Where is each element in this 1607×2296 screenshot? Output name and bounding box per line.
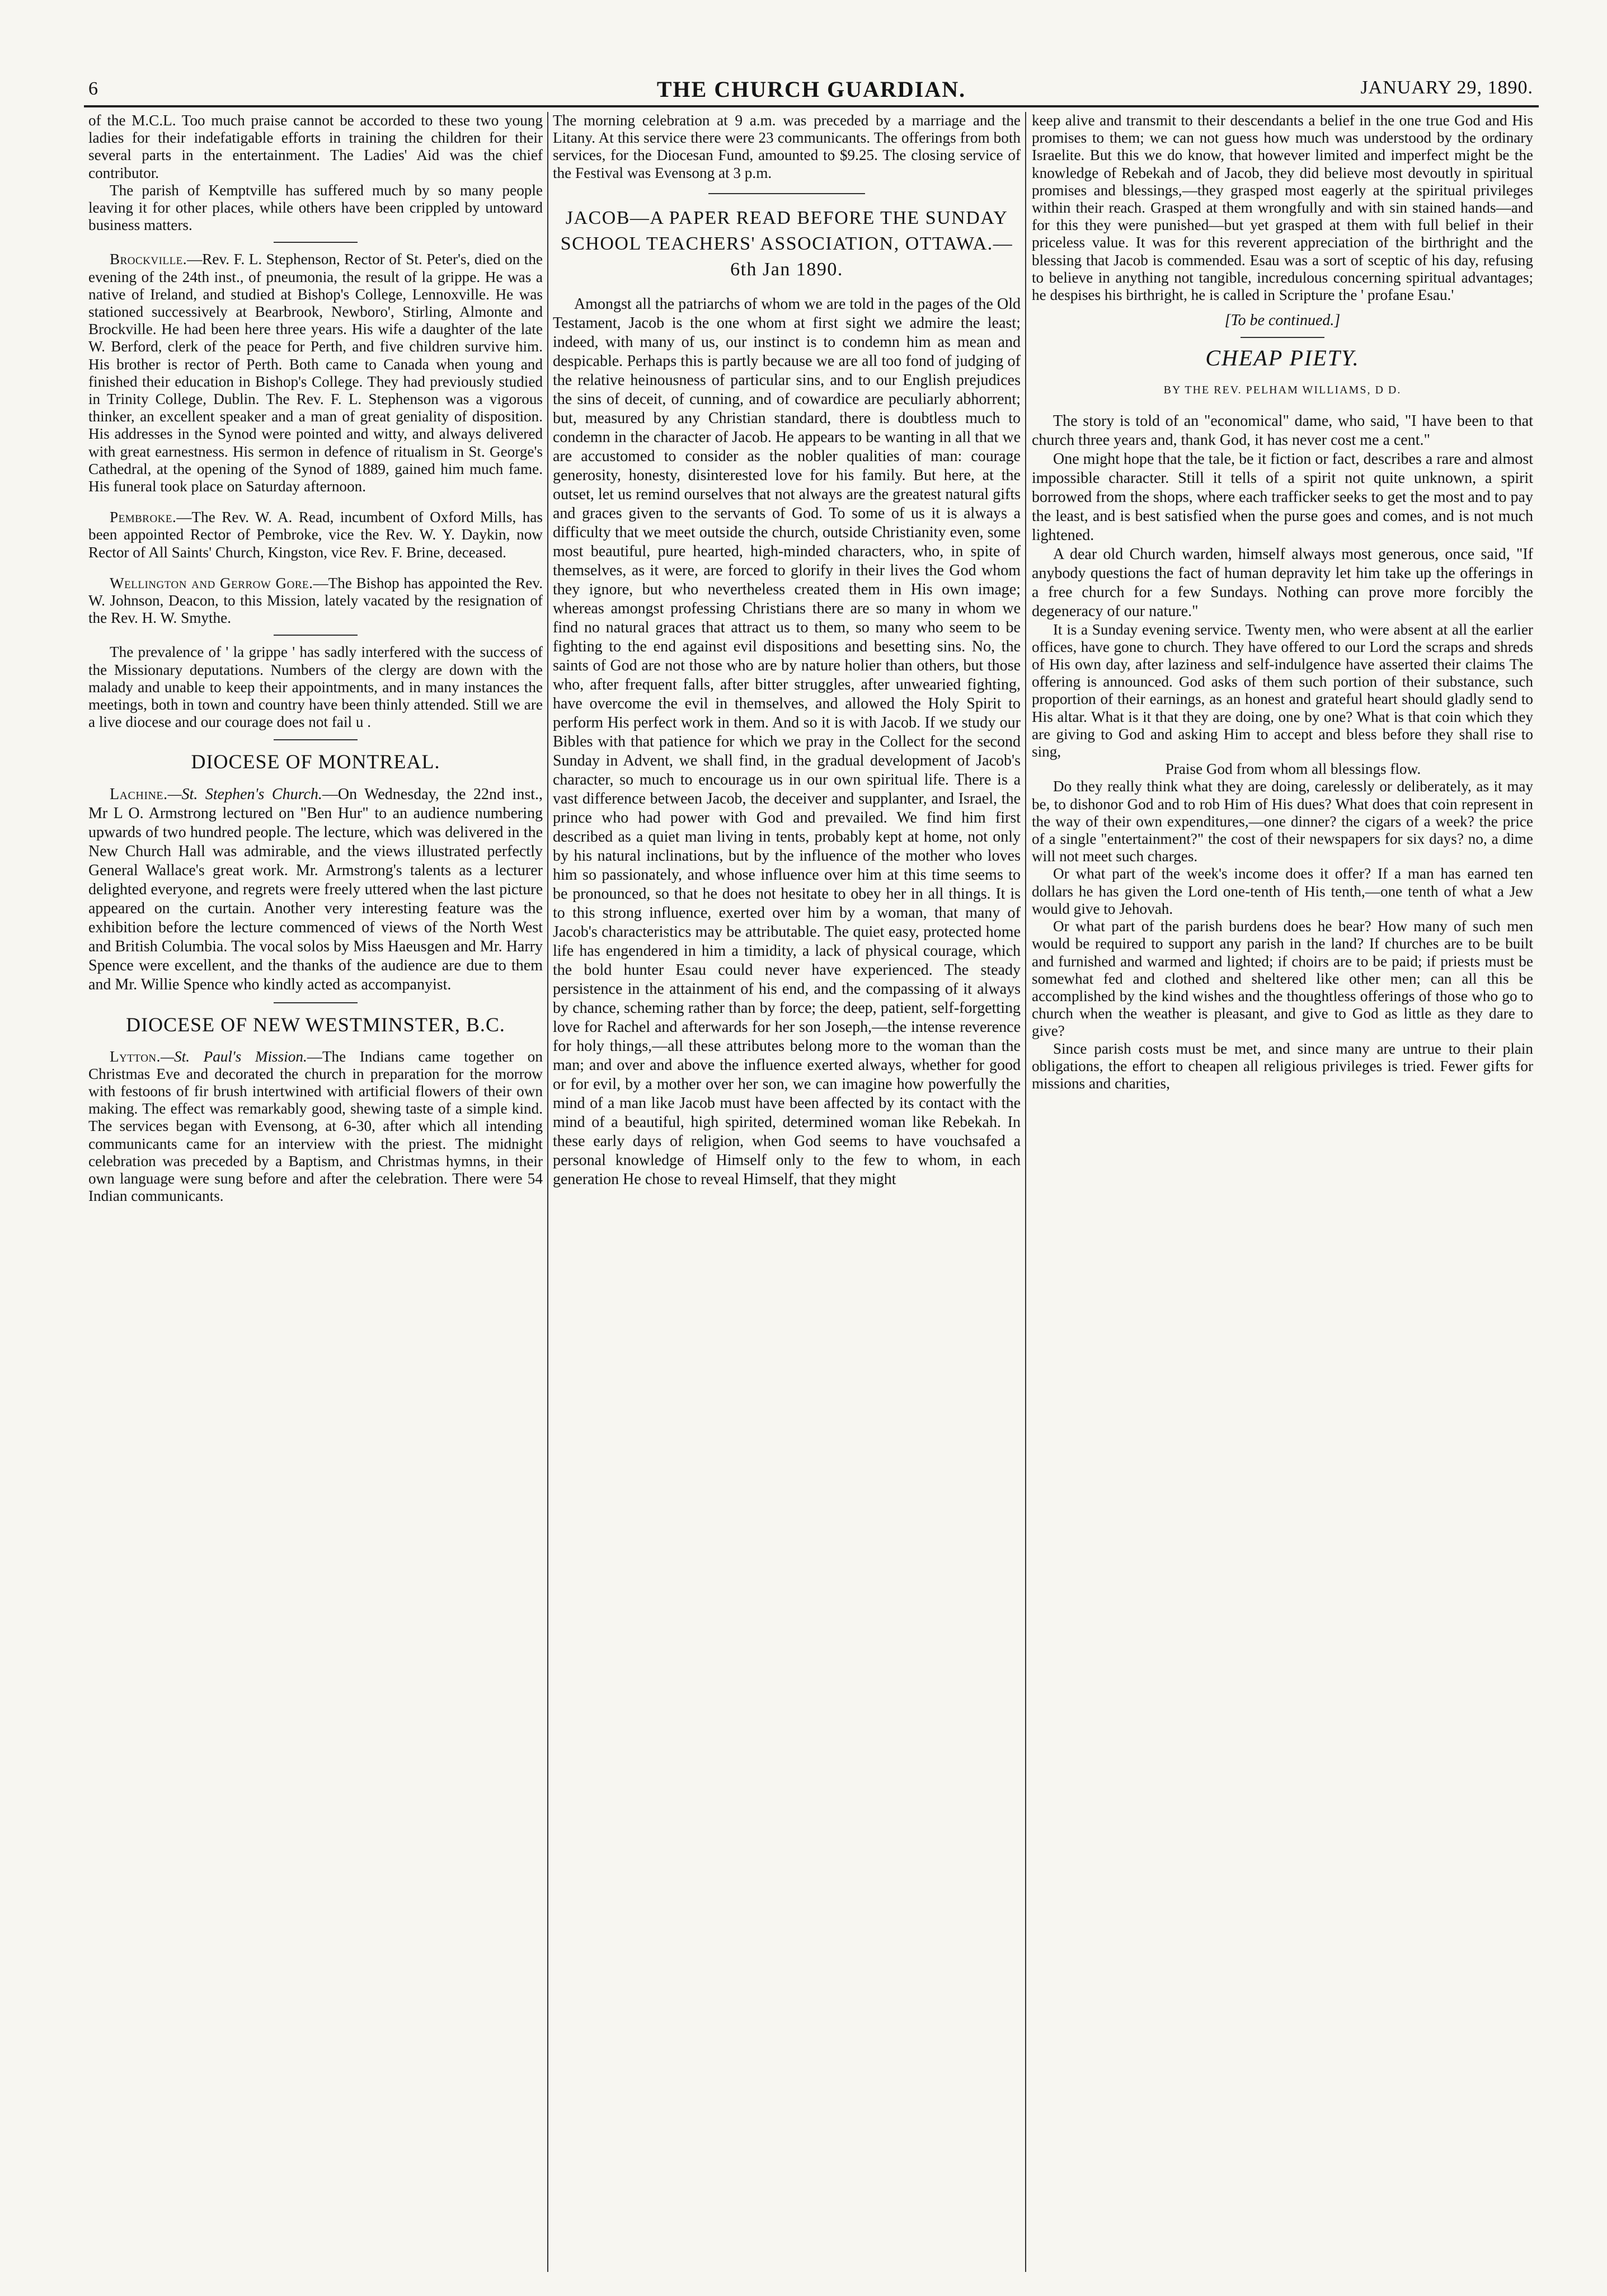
paragraph-text: —The Rev. W. A. Read, incumbent of Oxford Mills, has been appointed Rector of Pembroke, vice the Rev. W. Y. Daykin, now Rector of All Saints' Church, Kingston, vice Rev. F. Brine, deceased. [88,509,543,561]
header-rule [84,105,1539,107]
paragraph [88,251,543,495]
paragraph [88,785,543,994]
place-name: Wellington and Gerrow Gore. [110,574,313,591]
page-number: 6 [88,78,98,99]
article-heading: CHEAP PIETY. [1205,345,1360,371]
church-name: —St. Stephen's Church. [167,785,322,803]
column-3 [1032,112,1533,2272]
newspaper-title: THE CHURCH GUARDIAN. [656,77,966,102]
column-divider [547,112,548,2272]
place-name: Brockville. [110,251,187,268]
place-name: Pembroke. [110,509,177,526]
paragraph: Or what part of the parish burdens does he bear? How many of such men would be required to support any parish in the land? If churches are to be built and furnished and warmed and lighted; if choirs are to be paid; if priests must be somewhat fed and clothed and sheltered like other men; can all this be accomplished by the kind wishes and the thoughtless offerings of those who go to church when the weather is pleasant, and give to God as little as they dare to give? [1032,918,1533,1040]
divider [708,193,865,194]
paragraph [88,509,543,561]
paragraph: Amongst all the patriarchs of whom we are told in the pages of the Old Testament, Jacob is the one whom at first sight we admire the least; indeed, with many of us, our instinct is to condemn him as mean and despicable. Perhaps this is partly because we are all too fond of judging of the relative heinousness of particular sins, and to our English prejudices the sins of deceit, of cunning, and of cowardice are peculiarly abhorrent; but, measured by any Christian standard, there is doubtless much to condemn in the character of Jacob. He appears to be wanting in all that we are accustomed to consider as the nobler qualities of man: courage generosity, honesty, disinterested love for his family. But here, at the outset, let us remind ourselves that not always are the greatest natural gifts and graces given to the servants of God. To some of us it is always a difficulty that we meet outside the church, outside Christianity even, some most beautiful, pure hearted, high-minded characters, who, in spite of themselves, as it were, are forced to glorify in their lives the God whom they ignore, but who nevertheless created them in His own image; whereas amongst professing Christians there are so many in whom we find no natural graces that attract us to them, so many who seem to be fighting to the end against evil dispositions and besetting sins. No, the saints of God are not those who are by nature holier than others, but those who, after frequent falls, after bitter struggles, after unwearied fighting, have overcome the evil in themselves, and allowed the Holy Spirit to perform His perfect work in them. And so it is with Jacob. If we study our Bibles with that patience for which we pray in the Collect for the second Sunday in Advent, we shall find, in the gradual development of Jacob's character, so much to encourage us in our own spiritual life. There is a vast difference between Jacob, the deceiver and supplanter, and Israel, the prince who had power with God and prevailed. We find him first described as a quiet man living in tents, probably kept at home, not only by his natural inclinations, but by the influence of the mother who loves him so passionately, and whose influence over him at this time seems to be pronounced, so that he does not hesitate to obey her in all things. It is to this strong influence, exerted over him by a woman, that many of Jacob's characteristics may be attributable. The quiet easy, protected home life has engendered in him a timidity, a lack of physical courage, which the bold hunter Esau could never have experienced. The steady persistence in the attainment of his end, and the compassing of it always by chance, scheming rather than by force; the deep, patient, self-forgetting love for Rachel and afterwards for her son Joseph,—the intense reverence for holy things,—all these attributes belong more to the woman than the man; and over and above the influence exerted always, whether for good or for evil, by a mother over her son, we can imagine how powerfully the mind of a man like Jacob must have been affected by its contact with the mind of a beautiful, high spirited, determined woman like Rebekah. In these early days of religion, when God seems to have vouchsafed a personal knowledge of Himself only to the few to whom, in each generation He chose to reveal Himself, that they might [553,295,1021,1188]
paragraph: Do they really think what they are doing, carelessly or deliberately, as it may be, to dishonor God and to rob Him of His dues? What does that coin represent in the way of their own expenditures,—one dinner? the cigars of a week? the price of a single "entertainment?" the cost of their newspapers for six days? no, a dime will not meet such charges. [1032,778,1533,865]
issue-date: JANUARY 29, 1890. [1360,77,1533,98]
divider [1241,337,1324,338]
continued-note: [To be continued.] [1224,312,1341,330]
paragraph-text: —The Bishop has appointed the Rev. W. Johnson, Deacon, to this Mission, lately vacated by the resignation of the Rev. H. W. Smythe. [88,574,543,627]
paragraph [88,1048,543,1205]
church-name: —St. Paul's Mission. [160,1048,307,1065]
byline: BY THE REV. PELHAM WILLIAMS, D D. [1163,384,1402,397]
paragraph: keep alive and transmit to their descendants a belief in the one true God and His promises to them; we can not guess how much was understood by the ordinary Israelite. But this we do know, that however limited and imperfect might be the knowledge of Rebekah and of Jacob, they did believe most devoutly in spiritual promises and blessings,—they grasped most eagerly at the spiritual privileges within their reach. Grasped at them wrongfully and with sin stained hands—and for this they were punished—but yet grasped at them with full belief in their priceless value. It was for this reverent appreciation of the birthright and the blessing that Jacob is commended. Esau was a sort of sceptic of his day, refusing to believe in anything not tangible, incredulous concerning spiritual advantages; he despises his birthright, he is called in Scripture the ' profane Esau.' [1032,112,1533,304]
paragraph: One might hope that the tale, be it fiction or fact, describes a rare and almost impossible character. Still it tells of a spirit not quite unknown, a spirit borrowed from the shops, where each trafficker seeks to get the most and to pay the least, and is best satisfied when the purse goes and comes, and is not much lightened. [1032,450,1533,544]
hymn-line: Praise God from whom all blessings flow. [1165,760,1421,778]
masthead [84,71,1539,102]
paragraph-text: —Rev. F. L. Stephenson, Rector of St. Peter's, died on the evening of the 24th inst., of pneumonia, the result of la grippe. He was a native of Ireland, and studied at Bishop's College, Lennoxville. He was stationed successively at Bearbrook, Newboro', Stirling, Almonte and Brockville. He had been here three years. His wife a daughter of the late W. Berford, clerk of the peace for Perth, and five children survive him. His brother is rector of Perth. Both came to Canada when young and finished their education in Bishop's College. They had previously studied in Trinity College, Dublin. The Rev. F. L. Stephenson was a vigorous thinker, an excellent speaker and a man of great geniality of disposition. His addresses in the Synod were pointed and witty, and always delivered with great earnestness. His sermon in defence of ritualism in St. George's Cathedral, at the opening of the Synod of 1889, gained him much fame. His funeral took place on Saturday afternoon. [88,251,543,495]
place-name: Lachine. [110,785,168,803]
paragraph: A dear old Church warden, himself always most generous, once said, "If anybody questions the fact of human depravity let him take up the offerings in a free church for a few Sundays. Nothing can prove more forcibly the degeneracy of our nature." [1032,545,1533,620]
column-divider [1025,112,1026,2272]
paragraph: Or what part of the week's income does it offer? If a man has earned ten dollars he has given the Lord one-tenth of His tenth,—one tenth of what a Jew would give to Jehovah. [1032,865,1533,917]
divider [274,635,358,636]
section-heading: DIOCESE OF MONTREAL. [191,750,440,773]
section-heading: DIOCESE OF NEW WESTMINSTER, B.C. [126,1013,505,1036]
paragraph-text: —The Indians came together on Christmas Eve and decorated the church in preparation for the morrow with festoons of fir brush intertwined with artificial flowers of their own making. The effect was remarkably good, shewing taste of a simple kind. The services began with Evensong, at 6-30, after which all intending communicants came for an interview with the priest. The midnight celebration was preceded by a Baptism, and Christmas hymns, in their own language were sung before and after the celebration. There were 54 Indian communicants. [88,1048,543,1205]
paragraph: The story is told of an "economical" dame, who said, "I have been to that church three years and, thank God, it has never cost me a cent." [1032,412,1533,449]
paragraph [88,575,543,627]
divider [274,1002,358,1003]
paragraph: It is a Sunday evening service. Twenty men, who were absent at all the earlier offices, have gone to church. They have offered to our Lord the scraps and shreds of His own day, after laziness and self-indulgence have asserted their claims The offering is announced. God asks of them such portion of their substance, such proportion of their earnings, as an honest and grateful heart should gladly send to His altar. What is it that they are doing, one by one? What is that coin which they are giving to God and asking Him to accept and bless before they shall rise to sing, [1032,621,1533,760]
paragraph: The prevalence of ' la grippe ' has sadly interfered with the success of the Missionary deputations. Numbers of the clergy are down with the malady and unable to keep their appointments, and in many instances the meetings, both in town and country have been thinly attended. Still we are a live diocese and our courage does not fail u . [88,644,543,731]
paragraph-text: —On Wednesday, the 22nd inst., Mr L O. Armstrong lectured on "Ben Hur" to an audience numbering upwards of two hundred people. The lecture, which was delivered in the New Church Hall was admirable, and the views illustrated perfectly General Wallace's great work. Mr. Armstrong's talents as a lecturer delighted everyone, and regrets were freely uttered when the last picture appeared on the curtain. Another very interesting feature was the exhibition before the lecture commenced of views of the North West and British Columbia. The vocal solos by Miss Haeusgen and Mr. Harry Spence were excellent, and the thanks of the audience are due to them and Mr. Willie Spence who kindly acted as accompanyist. [88,785,543,993]
divider [274,739,358,740]
place-name: Lytton. [110,1048,161,1065]
paragraph: The morning celebration at 9 a.m. was preceded by a marriage and the Litany. At this service there were 23 communicants. The offerings from both services, for the Diocesan Fund, amounted to $9.25. The closing service of the Festival was Evensong at 3 p.m. [553,112,1021,181]
column-1 [88,112,543,2272]
paragraph: of the M.C.L. Too much praise cannot be accorded to these two young ladies for their indefatigable efforts in training the children for their several parts in the entertainment. The Ladies' Aid was the chief contributor. [88,112,543,181]
paragraph: Since parish costs must be met, and since many are untrue to their plain obligations, the effort to cheapen all religious privileges is tried. Fewer gifts for missions and charities, [1032,1040,1533,1092]
article-heading: JACOB—A PAPER READ BEFORE THE SUNDAY SCHOOL TEACHERS' ASSOCIATION, OTTAWA.—6th Jan 1890. [560,207,1013,280]
divider [274,242,358,243]
paragraph: The parish of Kemptville has suffered much by so many people leaving it for other places, while others have been crippled by untoward business matters. [88,181,543,234]
column-2 [553,112,1021,2272]
